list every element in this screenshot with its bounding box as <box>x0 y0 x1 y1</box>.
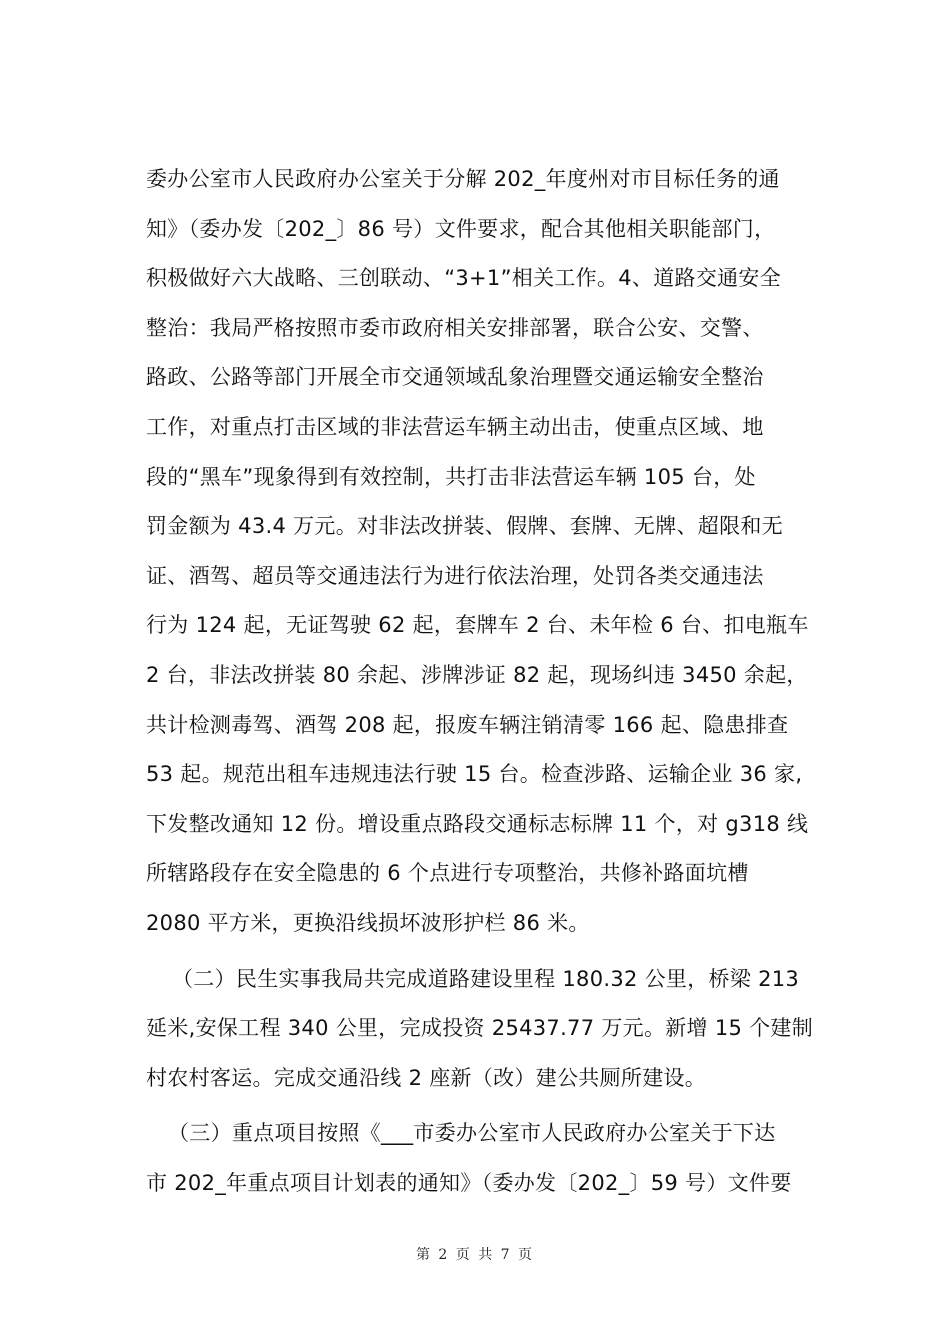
text-line: 共计检测毒驾、酒驾 208 起，报废车辆注销清零 166 起、隐患排查 <box>146 712 789 737</box>
text-line: 下发整改通知 12 份。增设重点路段交通标志标牌 11 个，对 g318 线 <box>146 811 809 836</box>
text-line: 村农村客运。完成交通沿线 2 座新（改）建公共厕所建设。 <box>146 1065 707 1090</box>
text-line: 路政、公路等部门开展全市交通领域乱象治理暨交通运输安全整治 <box>146 365 764 390</box>
text-line: 罚金额为 43.4 万元。对非法改拼装、假牌、套牌、无牌、超限和无 <box>146 514 784 539</box>
text-line: 工作，对重点打击区域的非法营运车辆主动出击，使重点区域、地 <box>146 414 764 439</box>
text-line: 2 台，非法改拼装 80 余起、涉牌涉证 82 起，现场纠违 3450 余起， <box>146 662 808 687</box>
paragraph-road-safety <box>146 155 808 949</box>
text-line: 段的“黑车”现象得到有效控制，共打击非法营运车辆 105 台，处 <box>146 464 756 489</box>
text-line: 委办公室市人民政府办公室关于分解 202_年度州对市目标任务的通 <box>146 167 780 191</box>
document-body <box>146 155 814 1208</box>
text-line: 证、酒驾、超员等交通违法行为进行依法治理，处罚各类交通违法 <box>146 563 764 588</box>
text-line: 延米,安保工程 340 公里，完成投资 25437.77 万元。新增 15 个建制 <box>146 1016 814 1041</box>
text-line: 所辖路段存在安全隐患的 6 个点进行专项整治，共修补路面坑槽 <box>146 861 749 886</box>
text-line: 2080 平方米，更换沿线损坏波形护栏 86 米。 <box>146 910 590 935</box>
text-line: 整治：我局严格按照市委市政府相关安排部署，联合公安、交警、 <box>146 315 764 340</box>
text-line: 行为 124 起，无证驾驶 62 起，套牌车 2 台、未年检 6 台、扣电瓶车 <box>146 613 809 638</box>
text-line: 市 202_年重点项目计划表的通知》（委办发〔202_〕59 号）文件要 <box>146 1170 792 1195</box>
text-line: 积极做好六大战略、三创联动、“3+1”相关工作。4、道路交通安全 <box>146 266 782 291</box>
text-line: （二）民生实事我局共完成道路建设里程 180.32 公里，桥梁 213 <box>172 966 800 991</box>
page-number-footer: 第 2 页 共 7 页 <box>415 1247 535 1263</box>
text-line: 53 起。规范出租车违规违法行驶 15 台。检查涉路、运输企业 36 家, <box>146 762 803 787</box>
paragraph-livelihood <box>146 955 814 1104</box>
text-line: 知》（委办发〔202_〕86 号）文件要求，配合其他相关职能部门， <box>146 216 776 241</box>
text-line: （三）重点项目按照《___市委办公室市人民政府办公室关于下达 <box>168 1121 776 1146</box>
paragraph-key-projects <box>146 1109 808 1208</box>
